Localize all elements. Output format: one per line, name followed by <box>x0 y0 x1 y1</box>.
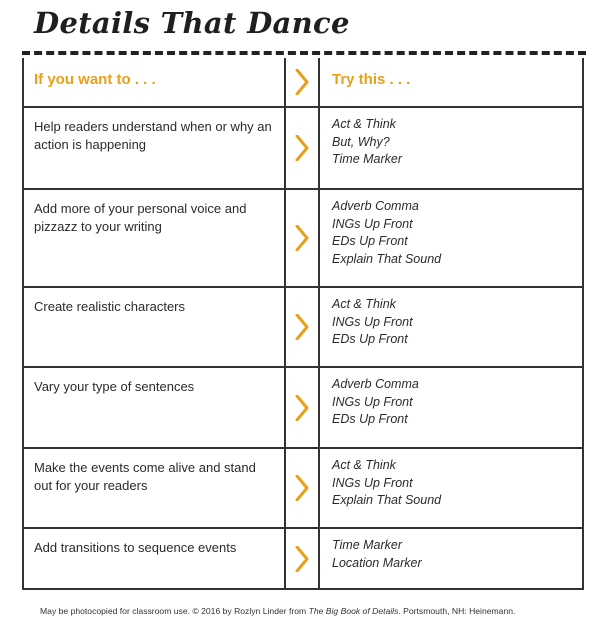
table-header-row <box>24 58 582 108</box>
footer-book-title: The Big Book of Details <box>308 606 399 616</box>
table-row <box>24 368 582 449</box>
page-title: Details That Dance <box>34 6 350 40</box>
strategy-item: Act & Think <box>332 297 396 311</box>
header-want: If you want to . . . <box>34 71 156 88</box>
strategy-list <box>332 376 419 429</box>
chevron-right-icon <box>286 69 318 95</box>
strategy-item: Explain That Sound <box>332 251 442 266</box>
strategy-item: INGs Up Front <box>332 475 413 490</box>
want-text: Vary your type of sentences <box>34 379 195 394</box>
strategy-item: INGs Up Front <box>332 394 413 409</box>
want-text: Make the events come alive and stand out for your readers <box>34 460 256 493</box>
strategy-list <box>332 198 441 268</box>
strategy-item: EDs Up Front <box>332 332 408 346</box>
details-table <box>22 58 584 590</box>
copyright-footer <box>40 606 515 616</box>
want-text: Add more of your personal voice and pizzazz to your writing <box>34 201 247 234</box>
header-try: Try this . . . <box>332 71 411 88</box>
table-row <box>24 288 582 368</box>
strategy-list <box>332 296 413 349</box>
dashed-divider <box>22 51 586 55</box>
chevron-right-icon <box>286 546 318 572</box>
footer-suffix: . Portsmouth, NH: Heinemann. <box>398 606 516 616</box>
strategy-item: Adverb Comma <box>332 199 419 213</box>
strategy-item: Explain That Sound <box>332 493 442 507</box>
strategy-item: But, Why? <box>332 134 390 149</box>
strategy-item: Time Marker <box>332 538 403 552</box>
table-row <box>24 108 582 190</box>
chevron-right-icon <box>286 314 318 340</box>
strategy-item: Act & Think <box>332 117 396 131</box>
want-text: Create realistic characters <box>34 299 185 314</box>
want-text: Add transitions to sequence events <box>34 540 237 555</box>
chevron-right-icon <box>286 475 318 501</box>
table-row <box>24 449 582 529</box>
table-row <box>24 529 582 588</box>
strategy-item: Time Marker <box>332 152 403 166</box>
strategy-list <box>332 457 441 510</box>
want-text: Help readers understand when or why an action is happening <box>34 119 272 152</box>
strategy-list <box>332 537 422 572</box>
strategy-item: INGs Up Front <box>332 314 413 329</box>
chevron-right-icon <box>286 135 318 161</box>
strategy-item: EDs Up Front <box>332 412 408 426</box>
chevron-right-icon <box>286 395 318 421</box>
strategy-list <box>332 116 402 169</box>
strategy-item: Location Marker <box>332 555 422 570</box>
footer-prefix: May be photocopied for classroom use. © 2016 by Rozlyn Linder from <box>40 606 309 616</box>
strategy-item: INGs Up Front <box>332 216 413 231</box>
strategy-item: Act & Think <box>332 458 396 472</box>
strategy-item: EDs Up Front <box>332 234 408 248</box>
strategy-item: Adverb Comma <box>332 377 419 391</box>
chevron-right-icon <box>286 225 318 251</box>
table-row <box>24 190 582 288</box>
